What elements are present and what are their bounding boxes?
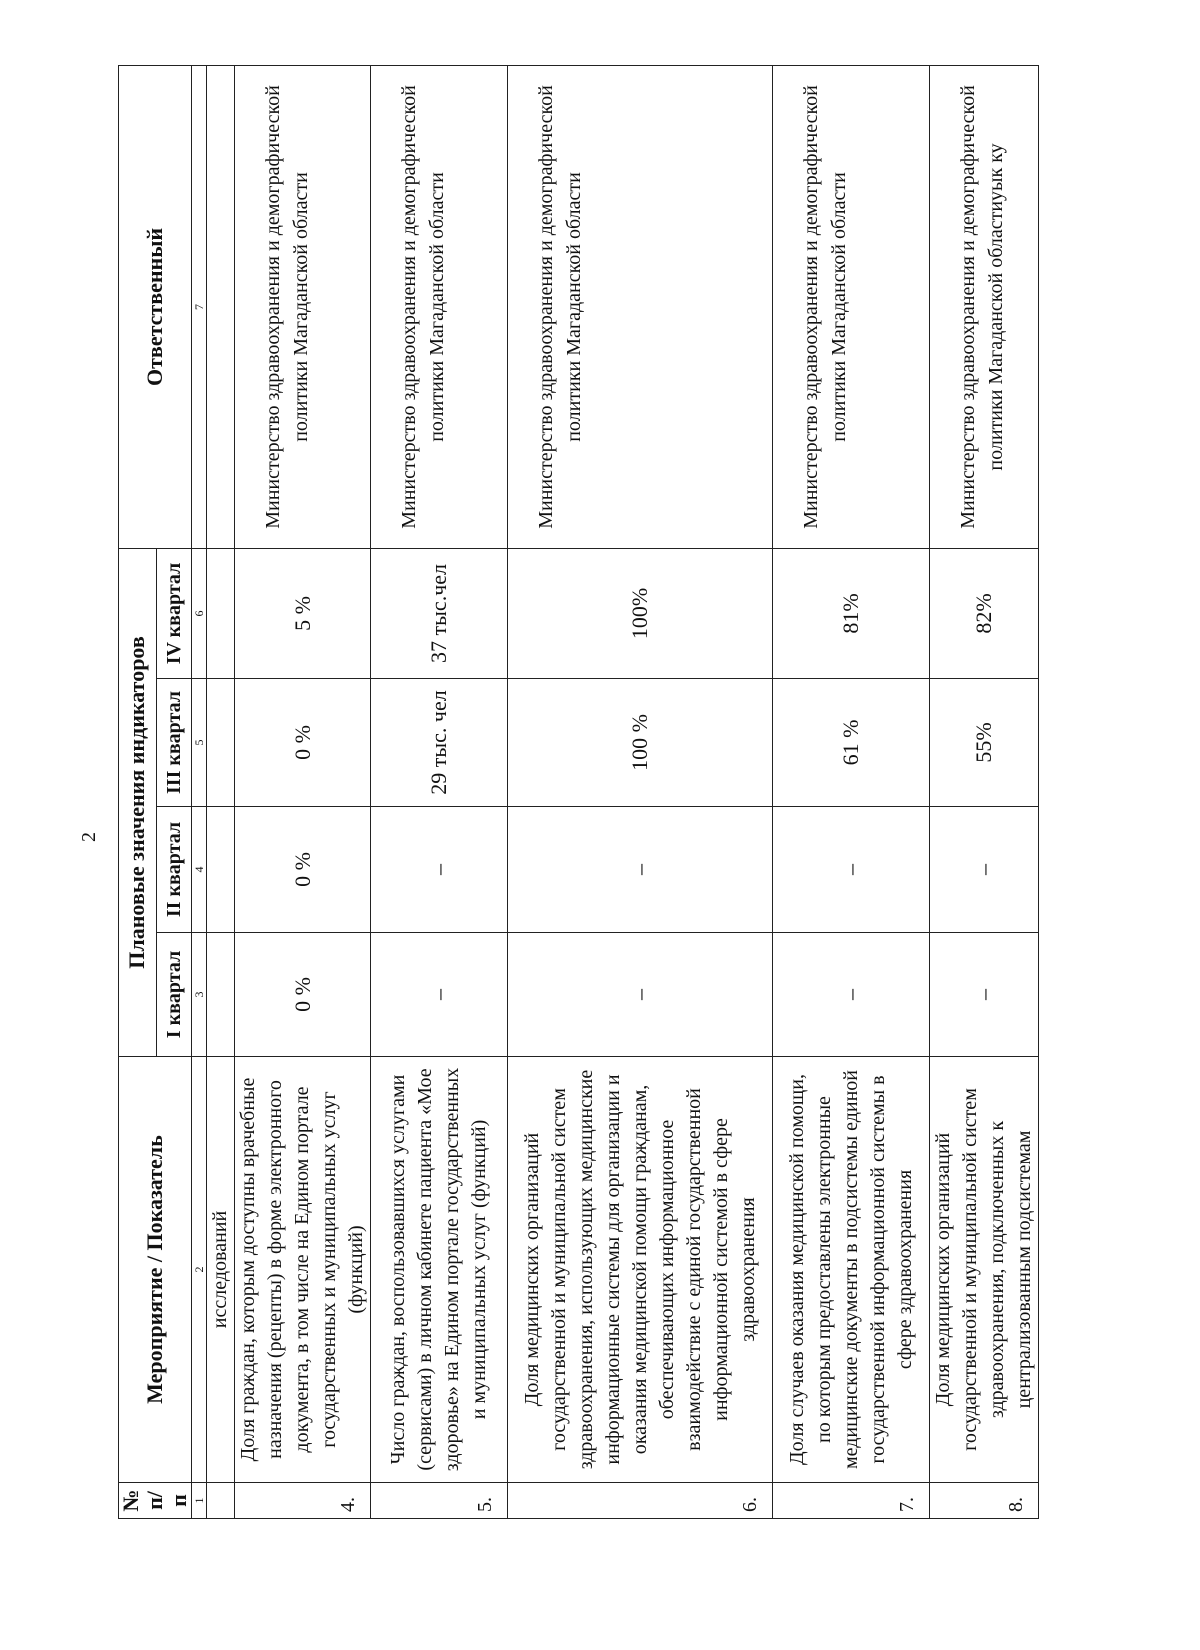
row-q1-value: – xyxy=(371,933,508,1057)
header-col-resp: Ответственный xyxy=(119,65,192,548)
header-col-event: Мероприятие / Показатель xyxy=(119,1057,192,1483)
row-number: 4. xyxy=(235,1483,371,1519)
col-number: 7 xyxy=(192,65,207,548)
header-col-no: № п/п xyxy=(119,1483,192,1519)
indicators-table xyxy=(118,65,1039,1519)
page-number: 2 xyxy=(78,832,100,842)
row-responsible: Министерство здравоохранения и демографической политики Магаданской области xyxy=(371,65,508,548)
row-q1-value: 0 % xyxy=(235,933,371,1057)
col-number: 3 xyxy=(192,933,207,1057)
row-number: 6. xyxy=(508,1483,773,1519)
row-q3-value: 100 % xyxy=(508,679,773,807)
row-responsible: Министерство здравоохранения и демографической политики Магаданской области xyxy=(235,65,371,548)
row-responsible: Министерство здравоохранения и демографической политики Магаданской областиуык ку xyxy=(930,65,1039,548)
column-numbers-row xyxy=(192,65,207,1518)
col-number: 1 xyxy=(192,1483,207,1519)
row-q3-value: 61 % xyxy=(773,679,930,807)
header-col-plan: Плановые значения индикаторов xyxy=(119,548,157,1056)
row-responsible: Министерство здравоохранения и демографической политики Магаданской области xyxy=(508,65,773,548)
header-q4: IV квартал xyxy=(156,548,191,678)
col-number: 6 xyxy=(192,548,207,678)
table-row xyxy=(371,65,508,1518)
continuation-row xyxy=(207,65,235,1518)
col-number: 5 xyxy=(192,679,207,807)
row-q3-value: 0 % xyxy=(235,679,371,807)
row-number: 5. xyxy=(371,1483,508,1519)
table-row xyxy=(930,65,1039,1518)
row-q1-value: – xyxy=(508,933,773,1057)
row-q4-value: 82% xyxy=(930,548,1039,678)
row-number: 7. xyxy=(773,1483,930,1519)
table-row xyxy=(235,65,371,1518)
table-row xyxy=(773,65,930,1518)
row-q2-value: – xyxy=(371,807,508,933)
col-number: 4 xyxy=(192,807,207,933)
table-row xyxy=(508,65,773,1518)
row-indicator-text: Доля медицинских организаций государственной и муниципальной систем здравоохранения, подключенных к централизованным подсистемам xyxy=(930,1057,1039,1483)
row-q3-value: 29 тыс. чел xyxy=(371,679,508,807)
row-indicator-text: Доля граждан, которым доступны врачебные назначения (рецепты) в форме электронного документа, в том числе на Едином портале государственных и муниципальных услуг (функций) xyxy=(235,1057,371,1483)
header-q1: I квартал xyxy=(156,933,191,1057)
row-q2-value: 0 % xyxy=(235,807,371,933)
col-number: 2 xyxy=(192,1057,207,1483)
row-q4-value: 100% xyxy=(508,548,773,678)
row-q4-value: 81% xyxy=(773,548,930,678)
row-q2-value: – xyxy=(773,807,930,933)
row-q1-value: – xyxy=(773,933,930,1057)
row-responsible: Министерство здравоохранения и демографической политики Магаданской области xyxy=(773,65,930,548)
row-indicator-text: Число граждан, воспользовавшихся услугами (сервисами) в личном кабинете пациента «Мое здоровье» на Едином портале государственных и муниципальных услуг (функций) xyxy=(371,1057,508,1483)
row-number: 8. xyxy=(930,1483,1039,1519)
row-q2-value: – xyxy=(508,807,773,933)
row-indicator-text: Доля случаев оказания медицинской помощи, по которым предоставлены электронные медицинские документы в подсистемы единой государственной информационной системы в сфере здравоохранения xyxy=(773,1057,930,1483)
continuation-text: исследований xyxy=(207,1057,235,1483)
row-q3-value: 55% xyxy=(930,679,1039,807)
row-q1-value: – xyxy=(930,933,1039,1057)
row-indicator-text: Доля медицинских организаций государственной и муниципальной систем здравоохранения, использующих медицинские информационные системы для организации и оказания медицинской помощи гражданам, обеспечивающих информационное взаимодействие с единой государственной информационной системой в сфере здравоохранения xyxy=(508,1057,773,1483)
header-q3: III квартал xyxy=(156,679,191,807)
header-q2: II квартал xyxy=(156,807,191,933)
row-q2-value: – xyxy=(930,807,1039,933)
row-q4-value: 37 тыс.чел xyxy=(371,548,508,678)
row-q4-value: 5 % xyxy=(235,548,371,678)
